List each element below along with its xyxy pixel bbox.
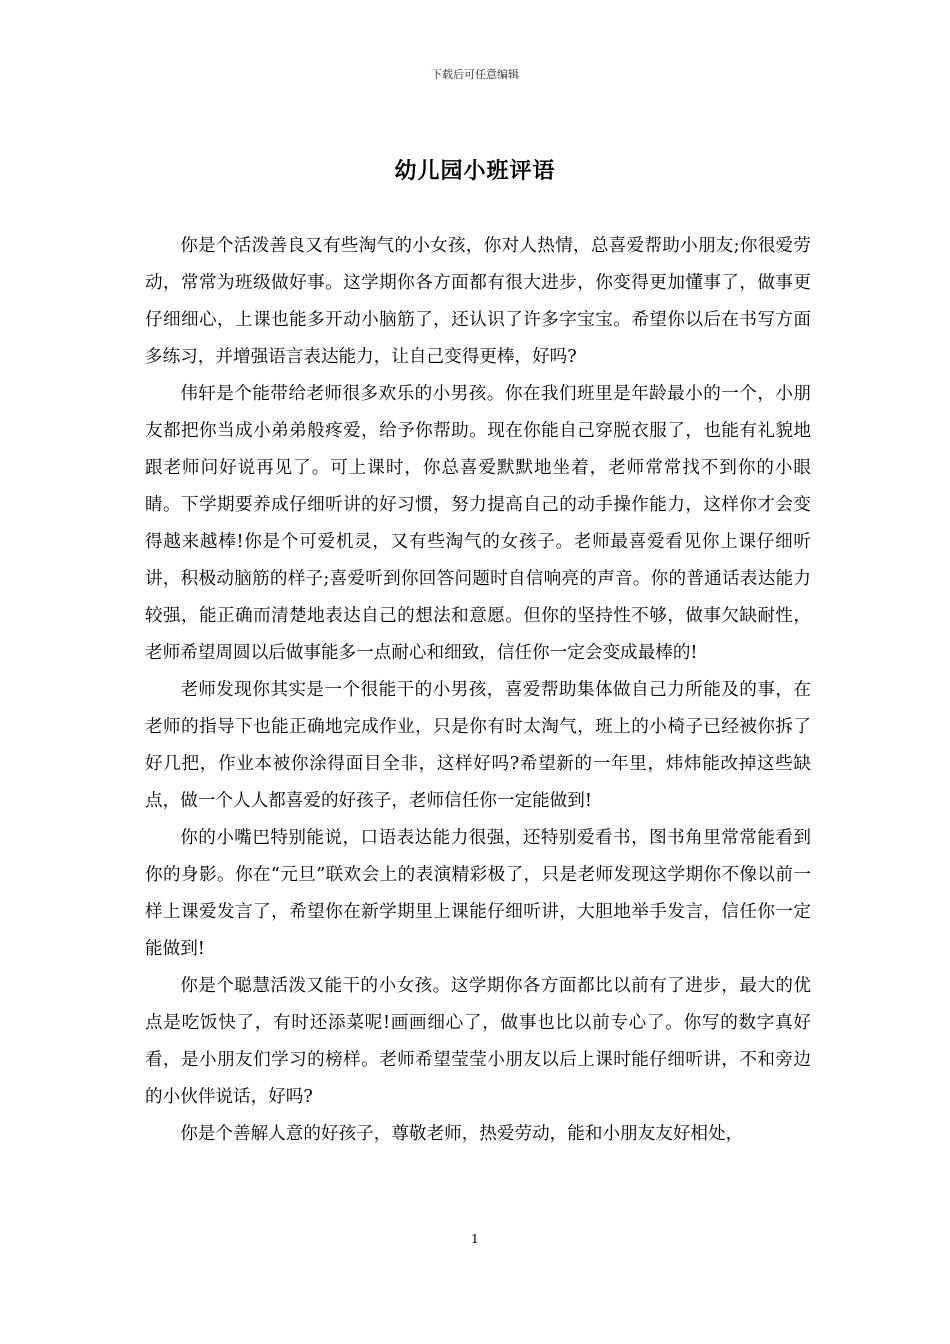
page-number: 1 — [471, 1232, 479, 1246]
paragraph: 老师发现你其实是一个很能干的小男孩，喜爱帮助集体做自己力所能及的事，在老师的指导下也能正确地完成作业，只是你有时太淘气，班上的小椅子已经被你拆了好几把，作业本被你涂得面目全非，这样好吗?希望新的一年里，炜炜能改掉这些缺点，做一个人人都喜爱的好孩子，老师信任你一定能做到! — [145, 680, 811, 811]
paragraph: 你是个聪慧活泼又能干的小女孩。这学期你各方面都比以前有了进步，最大的优点是吃饭快了，有时还添菜呢!画画细心了，做事也比以前专心了。你写的数字真好看，是小朋友们学习的榜样。老师希望莹莹小朋友以后上课时能仔细听讲，不和旁边的小伙伴说话，好吗? — [145, 976, 811, 1107]
paragraph: 你的小嘴巴特别能说，口语表达能力很强，还特别爱看书，图书角里常常能看到你的身影。你在“元旦”联欢会上的表演精彩极了，只是老师发现这学期你不像以前一样上课爱发言了，希望你在新学期里上课能仔细听讲，大胆地举手发言，信任你一定能做到! — [145, 828, 811, 959]
document-title: 幼儿园小班评语 — [394, 158, 556, 184]
paragraph: 你是个善解人意的好孩子，尊敬老师，热爱劳动，能和小朋友友好相处， — [180, 1124, 744, 1144]
paragraph: 伟轩是个能带给老师很多欢乐的小男孩。你在我们班里是年龄最小的一个，小朋友都把你当成小弟弟般疼爱，给予你帮助。现在你能自己穿脱衣服了，也能有礼貌地跟老师问好说再见了。可上课时，你总喜爱默默地坐着，老师常常找不到你的小眼睛。下学期要养成仔细听讲的好习惯，努力提高自己的动手操作能力，这样你才会变得越来越棒!你是个可爱机灵，又有些淘气的女孩子。老师最喜爱看见你上课仔细听讲，积极动脑筋的样子;喜爱听到你回答问题时自信响亮的声音。你的普通话表达能力较强，能正确而清楚地表达自己的想法和意愿。但你的坚持性不够，做事欠缺耐性，老师希望周圆以后做事能多一点耐心和细致，信任你一定会变成最棒的! — [145, 384, 811, 663]
header-note: 下载后可任意编辑 — [431, 68, 519, 81]
paragraph: 你是个活泼善良又有些淘气的小女孩，你对人热情，总喜爱帮助小朋友;你很爱劳动，常常为班级做好事。这学期你各方面都有很大进步，你变得更加懂事了，做事更仔细细心，上课也能多开动小脑筋了，还认识了许多字宝宝。希望你以后在书写方面多练习，并增强语言表达能力，让自己变得更棒，好吗? — [145, 236, 811, 367]
document-body — [145, 228, 811, 1153]
